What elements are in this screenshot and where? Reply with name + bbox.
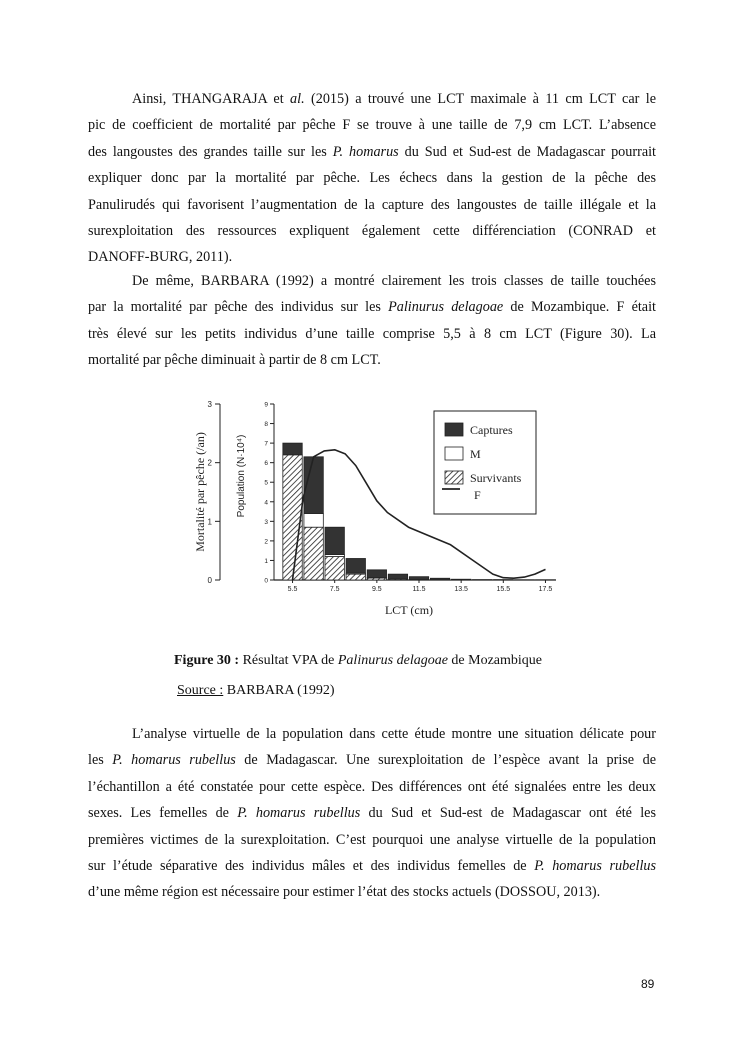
caption-text-before: Résultat VPA de [239,653,338,668]
text-line: des langoustes des grandes taille sur les P. homarus du Sud et Sud-est de Madagascar pourrait [88,143,656,160]
text-line: surexploitation des ressources expliquent également cette différenciation (CONRAD et [88,223,656,240]
bar-survivants-7-5 [325,557,344,580]
legend-label-f: F [474,488,481,502]
population-axis-tick-label: 9 [264,401,268,409]
caption-species: Palinurus delagoae [337,653,448,668]
bar-captures-7-5 [325,527,344,554]
x-axis-tick-label: 11.5 [412,586,426,593]
text-line: l’échantillon a été constatée pour cette espèce. Des différences ont été signalées entre les deux [88,778,656,795]
caption-text-after: de Mozambique [447,653,543,668]
population-axis-tick-label: 3 [264,518,268,526]
population-axis-tick-label: 2 [264,538,268,546]
bar-captures-12-5 [430,578,449,580]
paragraph-thangaraja [88,86,656,271]
italic-species-name: P. homarus rubellus [112,752,236,769]
paragraph-barbara [88,268,656,374]
italic-species-name: al. [290,91,305,107]
population-axis-tick-label: 1 [264,557,268,565]
population-axis-tick-label: 5 [264,479,268,487]
legend-swatch-m [445,447,463,460]
text-line: pic de coefficient de mortalité par pêche F se trouve à une taille de 7,9 cm LCT. L’absence [88,117,656,134]
population-axis-tick-label: 7 [264,440,268,448]
population-axis-tick-label: 6 [264,460,268,468]
left-axis-tick-label: 1 [207,517,212,527]
legend-label-m: M [470,447,481,461]
text-line: expliquer donc par la mortalité par pêche. Les échecs dans la gestion de la pêche des [88,170,656,187]
population-axis-tick-label: 4 [264,499,268,507]
bar-captures-13-5 [451,579,470,580]
population-axis-tick-label: 0 [264,577,268,585]
x-axis-tick-label: 13.5 [454,586,468,593]
text-line: d’une même région est nécessaire pour estimer l’état des stocks actuels (DOSSOU, 2013). [88,884,601,901]
bar-survivants-6-5 [304,527,323,580]
text-line: L’analyse virtuelle de la population dans cette étude montre une situation délicate pour [132,726,656,742]
x-axis-tick-label: 17.5 [538,586,553,593]
x-axis-tick-label: 7.5 [329,586,340,593]
population-axis-title: Population (N·10⁴) [236,434,247,518]
text-line: par la mortalité par pêche des individus sur les Palinurus delagoae de Mozambique. F était [88,299,656,316]
page-number: 89 [641,977,655,991]
bar-survivants-8-5 [346,574,365,580]
left-axis-tick-label: 2 [207,458,212,468]
bar-captures-9-5 [367,570,386,578]
italic-species-name: P. homarus [332,143,399,160]
bar-captures-8-5 [346,558,365,573]
figure-30-chart [190,394,570,630]
text-line: Ainsi, THANGARAJA et al. (2015) a trouvé une LCT maximale à 11 cm LCT car le [132,91,656,107]
legend-label-survivants: Survivants [470,471,522,485]
figure-caption [174,652,542,670]
text-line: De même, BARBARA (1992) a montré clairement les trois classes de taille touchées [132,273,656,289]
text-line: mortalité par pêche diminuait à partir de 8 cm LCT. [88,352,381,369]
bar-m-6-5 [304,514,323,528]
source-label: Source : [177,683,224,698]
text-line: premières victimes de la surexploitation. C’est pourquoi une analyse virtuelle de la population [88,831,656,848]
population-axis-tick-label: 8 [264,421,268,429]
caption-label: Figure 30 : [174,653,240,668]
x-axis-title: LCT (cm) [384,603,434,617]
x-axis-tick-label: 5.5 [287,586,298,593]
text-line: DANOFF-BURG, 2011). [88,249,233,266]
bar-captures-10-5 [388,574,407,579]
italic-species-name: Palinurus delagoae [388,299,504,316]
figure-source [177,682,335,700]
source-text: BARBARA (1992) [223,683,335,698]
text-line: les P. homarus rubellus de Madagascar. Une surexploitation de l’espèce avant la prise de [88,752,656,769]
text-line: très élevé sur les petits individus d’une taille comprise 5,5 à 8 cm LCT (Figure 30). La [88,325,656,342]
bar-survivants-5-5 [283,455,302,580]
italic-species-name: P. homarus rubellus [237,805,361,822]
left-axis-tick-label: 0 [207,576,212,585]
x-axis-tick-label: 9.5 [371,586,382,593]
left-axis-tick-label: 3 [207,400,212,409]
legend-swatch-survivants [445,471,463,484]
legend-swatch-captures [445,423,463,436]
left-axis-title: Mortalité par pêche (/an) [193,432,207,552]
bar-captures-5-5 [283,443,302,455]
italic-species-name: P. homarus rubellus [534,858,656,875]
x-axis-tick-label: 15.5 [496,586,511,593]
text-line: Panulirudés qui favorisent l’augmentation de la capture des langoustes de taille illégale et la [88,196,656,213]
text-line: sur l’étude séparative des individus mâles et des individus femelles de P. homarus rubellus [88,858,656,875]
bar-captures-11-5 [409,577,428,580]
legend-label-captures: Captures [470,423,513,437]
text-line: sexes. Les femelles de P. homarus rubellus du Sud et Sud-est de Madagascar ont été les [88,805,656,822]
paragraph-analyse [88,721,656,906]
